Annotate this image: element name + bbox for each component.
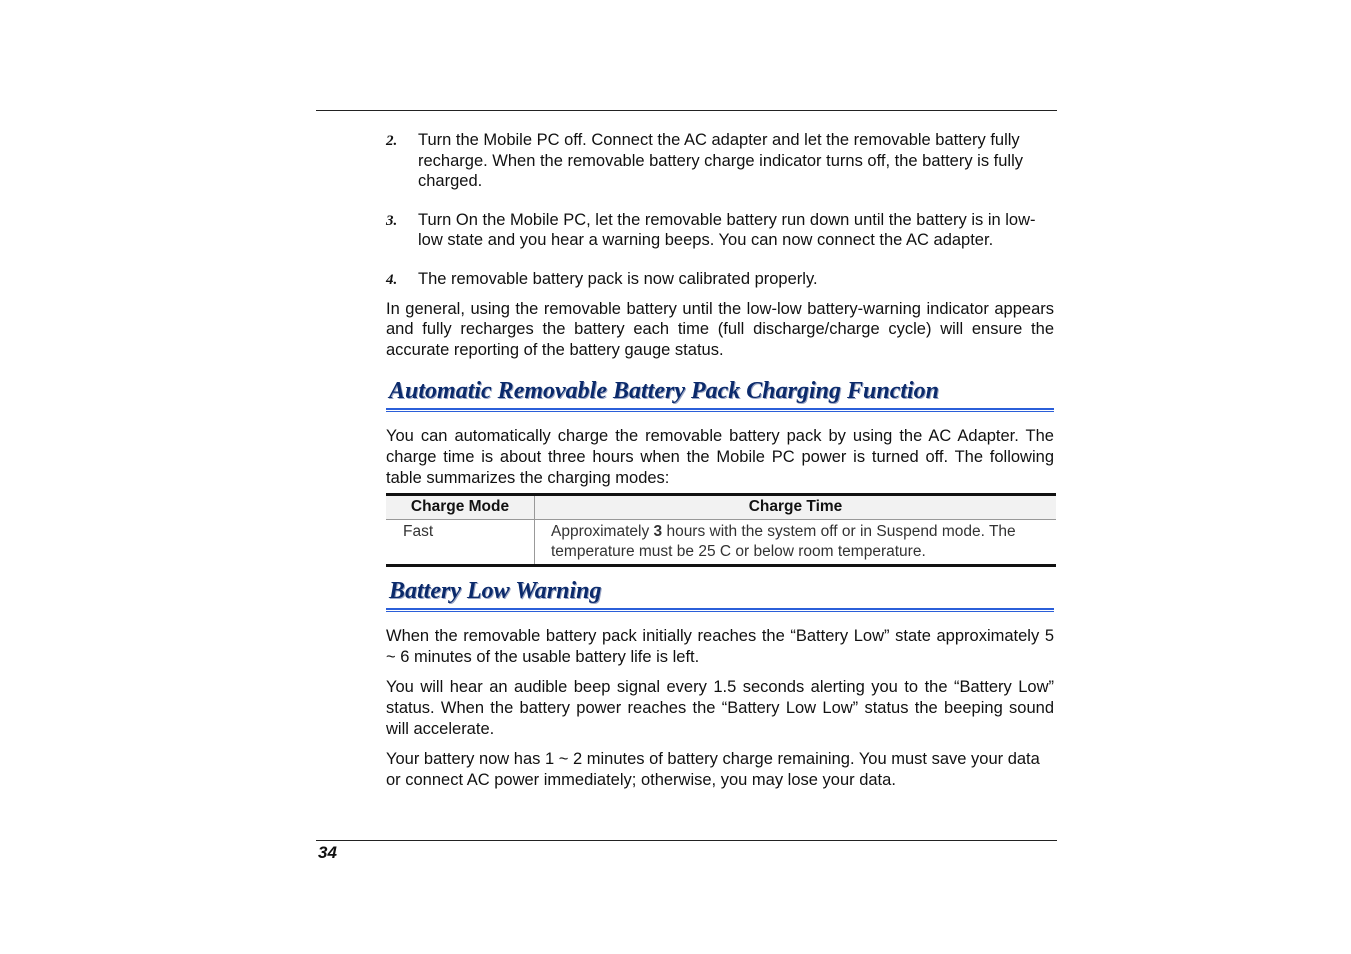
section-heading-low-warning: Battery Low Warning bbox=[389, 578, 602, 605]
low-warning-paragraph: When the removable battery pack initially reaches the “Battery Low” state approximately 5 ~ 6 minutes of the usable battery life is left. bbox=[386, 627, 1054, 666]
general-paragraph: In general, using the removable battery until the low-low battery-warning indicator appears and fully recharges the battery each time (full discharge/charge cycle) will ensure the accurate reporting of the battery gauge status. bbox=[386, 299, 1054, 359]
step-item bbox=[386, 269, 1054, 290]
charge-time-prefix: Approximately bbox=[551, 523, 654, 541]
step-text: Turn the Mobile PC off. Connect the AC adapter and let the removable battery fully recharge. When the removable battery charge indicator turns off, the battery is fully charged. bbox=[418, 131, 1024, 191]
step-number: 3. bbox=[386, 212, 398, 229]
table-row bbox=[386, 520, 1056, 566]
step-number: 4. bbox=[386, 271, 398, 288]
cell-charge-time bbox=[535, 520, 1057, 566]
step-text: Turn On the Mobile PC, let the removable battery run down until the battery is in low-low state and you hear a warning beeps. You can now connect the AC adapter. bbox=[418, 210, 1036, 250]
header-rule bbox=[316, 110, 1057, 111]
charging-intro-paragraph: You can automatically charge the removable battery pack by using the AC Adapter. The charge time is about three hours when the Mobile PC power is turned off. The following table summarizes the charging modes: bbox=[386, 427, 1054, 487]
page-number: 34 bbox=[318, 843, 337, 862]
page-content bbox=[386, 130, 1054, 800]
footer-rule bbox=[316, 840, 1057, 841]
section-heading-charging: Automatic Removable Battery Pack Charging Function bbox=[389, 378, 940, 405]
charging-modes-table bbox=[386, 493, 1056, 567]
column-header-charge-mode: Charge Mode bbox=[386, 495, 535, 520]
section-heading-rule bbox=[386, 608, 1054, 612]
step-item bbox=[386, 130, 1054, 192]
cell-charge-mode: Fast bbox=[386, 520, 535, 566]
step-text: The removable battery pack is now calibrated properly. bbox=[418, 269, 818, 288]
charge-time-suffix: hours with the system off or in Suspend mode. The temperature must be 25 C or below room temperature. bbox=[551, 523, 1016, 561]
step-number: 2. bbox=[386, 133, 398, 149]
low-warning-paragraph: Your battery now has 1 ~ 2 minutes of battery charge remaining. You must save your data or connect AC power immediately; otherwise, you may lose your data. bbox=[386, 750, 1040, 789]
charge-time-hours: 3 bbox=[653, 523, 663, 541]
column-header-charge-time: Charge Time bbox=[535, 495, 1057, 520]
section-heading-rule bbox=[386, 408, 1054, 412]
table-header-row bbox=[386, 495, 1056, 520]
low-warning-paragraph: You will hear an audible beep signal every 1.5 seconds alerting you to the “Battery Low” status. When the battery power reaches the “Battery Low Low” status the beeping sound will accelerate. bbox=[386, 678, 1054, 738]
step-item bbox=[386, 210, 1054, 251]
